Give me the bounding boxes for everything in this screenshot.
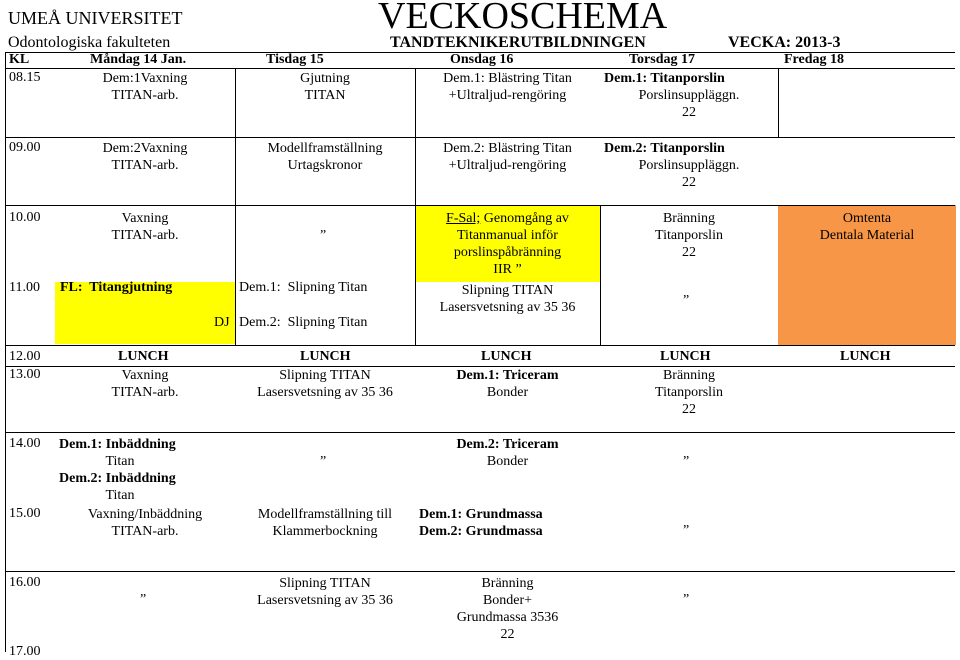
grid-line: [778, 68, 779, 137]
lunch-monday: LUNCH: [118, 349, 169, 364]
wed-1300-event: Dem.1: Triceram Bonder: [456, 368, 559, 400]
fri-1000-event: Omtenta Dentala Material: [819, 211, 915, 243]
thu-1300-event: Bränning Titanporslin 22: [655, 368, 723, 417]
time-1500: 15.00: [9, 506, 41, 521]
wed-0900-event: Dem.2: Blästring Titan +Ultraljud-rengöring: [443, 141, 572, 173]
university-name: UMEÅ UNIVERSITET: [8, 8, 183, 28]
wed-0815-event: Dem.1: Blästring Titan +Ultraljud-rengöring: [443, 71, 572, 103]
week-label: VECKA: 2013-3: [728, 34, 841, 51]
thu-1100-ditto: ”: [683, 293, 690, 308]
time-1400: 14.00: [9, 436, 41, 451]
wed-1600-event: Bränning Bonder+ Grundmassa 3536 22: [456, 576, 559, 642]
faculty-name: Odontologiska fakulteten: [8, 34, 171, 51]
thu-1000-event: Bränning Titanporslin 22: [655, 211, 723, 260]
grid-line: [235, 68, 236, 345]
mon-1100-event: FL: Titangjutning: [60, 280, 173, 295]
time-1300: 13.00: [9, 367, 41, 382]
grid-line: [5, 68, 955, 69]
day-thursday: Torsdag 17: [629, 52, 696, 67]
day-monday: Måndag 14 Jan.: [90, 52, 187, 67]
program-name: TANDTEKNIKERUTBILDNINGEN: [390, 34, 646, 51]
grid-line: [5, 205, 955, 206]
time-1000: 10.00: [9, 210, 41, 225]
time-1200: 12.00: [9, 349, 41, 364]
tue-0815-event: Gjutning TITAN: [300, 71, 350, 103]
mon-1300-event: Vaxning TITAN-arb.: [111, 368, 179, 400]
day-tuesday: Tisdag 15: [266, 52, 324, 67]
kl-header: KL: [9, 52, 30, 67]
grid-line: [5, 571, 955, 572]
mon-1400-event: Dem.1: Inbäddning Titan Dem.2: Inbäddning Titan: [59, 437, 176, 503]
tue-1500-event: Modellframställning till Klammerbockning: [257, 507, 393, 539]
day-friday: Fredag 18: [784, 52, 845, 67]
wed-1500-event: Dem.1: Grundmassa Dem.2: Grundmassa: [419, 507, 543, 539]
mon-1100-dj: DJ: [214, 315, 230, 330]
f-sal-label: F-Sal;: [446, 211, 481, 226]
grid-line: [5, 432, 955, 433]
tue-1600-event: Slipning TITAN Lasersvetsning av 35 36: [257, 576, 393, 608]
time-1100: 11.00: [9, 280, 40, 295]
page-title: VECKOSCHEMA: [378, 0, 668, 37]
tue-1100-event-1: Dem.1: Slipning Titan: [239, 280, 368, 295]
thu-0900-event: Dem.2: Titanporslin Porslinsuppläggn. 22: [604, 141, 740, 190]
wed-1100-event: Slipning TITAN Lasersvetsning av 35 36: [439, 283, 576, 315]
mon-1000-event: Vaxning TITAN-arb.: [111, 211, 179, 243]
tue-1000-ditto: ”: [320, 228, 327, 243]
grid-line: [5, 345, 955, 346]
time-1700: 17.00: [9, 644, 41, 659]
thu-0815-event: Dem.1: Titanporslin Porslinsuppläggn. 22: [604, 71, 740, 120]
mon-1500-event: Vaxning/Inbäddning TITAN-arb.: [87, 507, 203, 539]
lunch-wednesday: LUNCH: [481, 349, 532, 364]
lunch-thursday: LUNCH: [660, 349, 711, 364]
tue-1400-ditto: ”: [320, 454, 327, 469]
thu-1600-ditto: ”: [683, 592, 690, 607]
lunch-tuesday: LUNCH: [300, 349, 351, 364]
thu-1500-ditto: ”: [683, 523, 690, 538]
wed-1000-event: F-Sal; Genomgång av Titanmanual inför porslinspåbränning IIR ”: [446, 211, 569, 277]
time-0900: 09.00: [9, 140, 41, 155]
wed-1400-event: Dem.2: Triceram Bonder: [456, 437, 559, 469]
tue-1100-event-2: Dem.2: Slipning Titan: [239, 315, 368, 330]
time-1600: 16.00: [9, 575, 41, 590]
tue-1300-event: Slipning TITAN Lasersvetsning av 35 36: [257, 368, 393, 400]
mon-0815-event: Dem:1Vaxning TITAN-arb.: [102, 71, 188, 103]
thu-1400-ditto: ”: [683, 454, 690, 469]
day-wednesday: Onsdag 16: [450, 52, 514, 67]
mon-0900-event: Dem:2Vaxning TITAN-arb.: [102, 141, 188, 173]
mon-1600-ditto: ”: [140, 592, 147, 607]
lunch-friday: LUNCH: [840, 349, 891, 364]
tue-0900-event: Modellframställning Urtagskronor: [267, 141, 383, 173]
grid-line: [5, 137, 955, 138]
time-0815: 08.15: [9, 70, 41, 85]
grid-line: [5, 52, 6, 652]
